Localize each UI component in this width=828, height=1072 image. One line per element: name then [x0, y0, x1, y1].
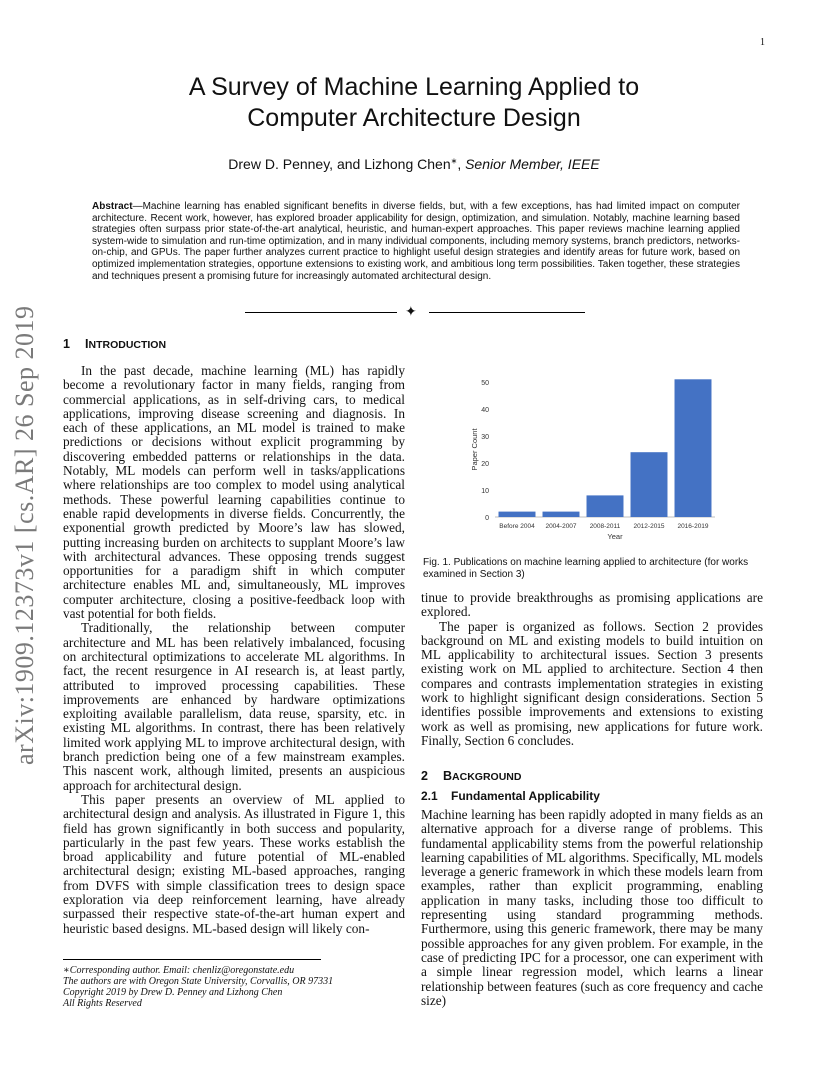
y-tick-label: 0 [485, 515, 489, 522]
organization-paragraph: The paper is organized as follows. Section 2 provides background on ML and existing models to build intuition on ML applicability to architectural issues. Section 3 presents existing work on ML applied to architecture. Section 4 then compares and contrasts implementation strategies in existing work to highlight significant design considerations. Section 5 identifies possible improvements and extensions to existing work as well as promising, new applications for future work. Finally, Section 6 concludes. [421, 618, 763, 748]
section-1-initial: I [85, 337, 89, 351]
y-tick-label: 20 [481, 461, 489, 468]
paper-title [120, 72, 708, 134]
x-axis-label: Year [607, 532, 623, 541]
x-tick-label: 2016-2019 [677, 523, 709, 530]
section-1-title-rest: NTRODUCTION [88, 339, 167, 351]
footnote [63, 965, 333, 1009]
y-tick-label: 30 [481, 434, 489, 441]
section-2-number: 2 [421, 769, 428, 783]
section-1-number: 1 [63, 337, 70, 351]
x-tick-label: 2012-2015 [633, 523, 665, 530]
section-1-heading [63, 337, 166, 351]
abstract-label: Abstract [92, 201, 133, 212]
footnote-line-2: The authors are with Oregon State University, Corvallis, OR 97331 [63, 976, 334, 987]
separator-line-right [429, 312, 585, 313]
background-text [421, 808, 763, 1008]
author-names: Drew D. Penney, and Lizhong Chen [228, 156, 451, 172]
author-line [120, 156, 708, 172]
bar [543, 512, 580, 517]
footnote-line-3: Copyright 2019 by Drew D. Penney and Lizhong Chen [63, 987, 283, 998]
abstract [92, 201, 740, 282]
separator-star-icon: ✦ [405, 305, 417, 320]
footnote-rule [63, 959, 321, 960]
y-tick-label: 50 [481, 380, 489, 387]
bar [499, 512, 536, 517]
section-2-initial: B [443, 769, 453, 783]
publication-bar-chart [463, 372, 725, 542]
intro-paragraph-3: This paper presents an overview of ML applied to architectural design and analysis. As illustrated in Figure 1, this field has grown significantly in both success and popularity, particularly in the past few years. These works establish the broad applicability and future potential of ML-enabled architectural design; existing ML-based approaches, ranging from DVFS with simple classification trees to design space exploration via deep reinforcement learning, have already surpassed their respective state-of-the-art human expert and heuristic based designs. ML-based design will likely con- [63, 791, 405, 936]
author-title: Senior Member, IEEE [465, 156, 600, 172]
intro-continuation: tinue to provide breakthroughs as promising applications are explored. [421, 590, 763, 620]
separator-line-left [245, 312, 397, 313]
bar [587, 495, 624, 517]
subsection-2-1-heading [421, 789, 600, 803]
author-separator: , [457, 156, 466, 172]
bar [675, 379, 712, 517]
title-line-1: A Survey of Machine Learning Applied to [188, 73, 640, 101]
abstract-text: —Machine learning has enabled significant benefits in diverse fields, but, with a few exceptions, has had limited impact on computer architecture. Recent work, however, has explored broader applicability for design, optimization, and simulation. Notably, machine learning based strategies often surpass prior state-of-the-art analytical, heuristic, and human-expert approaches. This paper reviews machine learning applied system-wide to simulation and run-time optimization, and in many individual components, including memory systems, branch predictors, networks-on-chip, and GPUs. The paper further analyzes current practice to highlight useful design strategies and identify areas for future work, based on optimized implementation strategies, opportune extensions to existing work, and ambitious long term possibilities. Taken together, these strategies and techniques present a promising future for increasingly automated architectural design. [92, 201, 740, 282]
background-paragraph-1: Machine learning has been rapidly adopted in many fields as an alternative approach for a diverse range of problems. This fundamental applicability stems from the powerful relationship learning capabilities of ML algorithms. Specifically, ML models leverage a generic framework in which these models learn from examples, rather than explicit programming, enabling application in many tasks, including those too difficult to representing using standard programming methods. Furthermore, using this generic framework, there may be many possible approaches for any given problem. For example, in the case of predicting IPC for a processor, one can experiment with a simple linear regression model, which learns a linear relationship between features (such as core frequency and cache size) [421, 807, 763, 1008]
section-2-heading [421, 769, 521, 783]
arxiv-stamp-text: arXiv:1909.12373v1 [cs.AR] 26 Sep 2019 [10, 305, 39, 765]
bar [631, 452, 668, 517]
arxiv-stamp [4, 285, 44, 765]
y-tick-label: 10 [481, 488, 489, 495]
right-column [421, 591, 763, 748]
corresponding-marker: ∗ [450, 156, 458, 166]
x-tick-label: 2004-2007 [545, 523, 577, 530]
title-line-2: Computer Architecture Design [247, 104, 581, 132]
left-column [63, 364, 405, 936]
subsection-2-1-title: Fundamental Applicability [451, 789, 600, 803]
footnote-line-1: ∗Corresponding author. Email: chenliz@oregonstate.edu [63, 965, 295, 976]
y-axis-label: Paper Count [470, 428, 479, 471]
section-2-title-rest: ACKGROUND [452, 771, 522, 783]
x-tick-label: 2008-2011 [589, 523, 621, 530]
abstract-separator [245, 306, 585, 320]
y-tick-label: 40 [481, 407, 489, 414]
intro-paragraph-1: In the past decade, machine learning (ML) has rapidly become a revolutionary factor in many fields, ranging from commercial applications, as in self-driving cars, to medical applications, improving disease screening and diagnosis. In each of these applications, an ML model is trained to make predictions or decisions without explicit programming by discovering embedded patterns or relationships in the data. Notably, ML models can perform well in tasks/applications where relationships are too complex to model using analytical methods. These powerful learning capabilities continue to enable rapid developments in diverse fields. Concurrently, the exponential growth predicted by Moore’s law has slowed, putting increasing burden on architects to supplant Moore’s law with architectural advances. These opposing trends suggest opportunities for a paradigm shift in which computer architecture enables ML and, simultaneously, ML improves computer architecture, closing a positive-feedback loop with vast potential for both fields. [63, 363, 405, 622]
intro-paragraph-2: Traditionally, the relationship between computer architecture and ML has been relatively imbalanced, focusing on architectural optimizations to accelerate ML algorithms. In fact, the recent resurgence in AI research is, at least partly, attributed to improved processing capabilities. These improvements are enhanced by hardware optimizations exploiting available parallelism, data reuse, sparsity, etc. in existing ML algorithms. In contrast, there has been relatively limited work applying ML to improve architectural design, with branch prediction being one of a few mainstream examples. This nascent work, although limited, presents an auspicious approach for architectural design. [63, 620, 405, 793]
figure-caption: Fig. 1. Publications on machine learning applied to architecture (for works examined in Section 3) [423, 557, 749, 580]
page-number: 1 [760, 37, 765, 48]
footnote-line-4: All Rights Reserved [63, 998, 142, 1009]
x-tick-label: Before 2004 [499, 523, 535, 530]
subsection-2-1-number: 2.1 [421, 789, 438, 803]
